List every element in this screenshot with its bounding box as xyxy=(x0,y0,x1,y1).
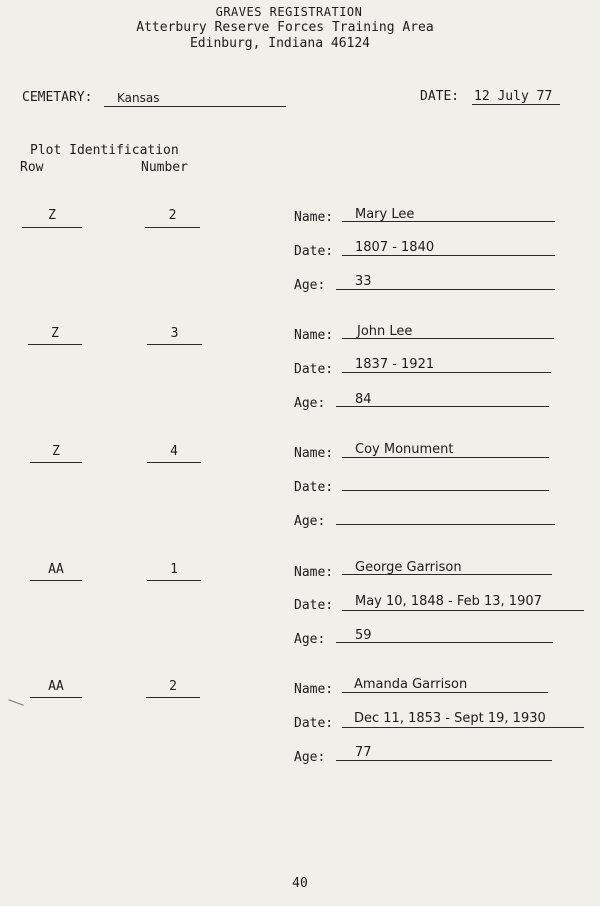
plot-row-underline xyxy=(28,344,82,345)
date-label: DATE: xyxy=(420,89,460,104)
date-field-value: 1837 - 1921 xyxy=(355,357,435,372)
cemetery-underline xyxy=(104,106,286,107)
number-column-heading: Number xyxy=(141,160,188,175)
age-underline xyxy=(336,760,552,761)
age-label: Age: xyxy=(294,632,326,647)
name-underline xyxy=(342,338,554,339)
name-underline xyxy=(342,574,552,575)
name-underline xyxy=(342,221,555,222)
page-number: 40 xyxy=(292,876,308,891)
form-title: GRAVES REGISTRATION xyxy=(215,5,363,19)
plot-number-value: 4 xyxy=(170,444,178,459)
name-label: Name: xyxy=(294,328,334,343)
plot-number-underline xyxy=(145,227,200,228)
date-field-underline xyxy=(342,610,584,611)
name-value: Amanda Garrison xyxy=(354,677,468,692)
name-value: John Lee xyxy=(357,324,413,339)
date-field-underline xyxy=(342,490,549,491)
organization-name: Atterbury Reserve Forces Training Area xyxy=(136,20,434,35)
plot-row-underline xyxy=(30,462,82,463)
date-field-value: 1807 - 1840 xyxy=(355,240,435,255)
age-value: 59 xyxy=(355,628,372,643)
name-value: Coy Monument xyxy=(355,442,454,457)
age-value: 84 xyxy=(355,392,372,407)
plot-number-underline xyxy=(147,344,202,345)
date-underline xyxy=(472,104,560,105)
date-value: 12 July 77 xyxy=(474,89,553,104)
row-column-heading: Row xyxy=(20,160,44,175)
date-field-label: Date: xyxy=(294,598,334,613)
age-value: 77 xyxy=(355,745,372,760)
plot-number-value: 2 xyxy=(168,208,177,223)
age-underline xyxy=(336,289,555,290)
plot-row-value: Z xyxy=(52,444,60,459)
plot-number-underline xyxy=(146,697,200,698)
age-underline xyxy=(336,406,549,407)
age-label: Age: xyxy=(294,750,326,765)
organization-address: Edinburg, Indiana 46124 xyxy=(189,36,370,51)
plot-row-value: AA xyxy=(48,562,64,577)
margin-pencil-mark xyxy=(8,699,23,705)
plot-identification-heading: Plot Identification xyxy=(30,143,179,158)
plot-number-underline xyxy=(147,462,201,463)
plot-number-underline xyxy=(147,580,201,581)
cemetery-label: CEMETARY: xyxy=(22,90,93,105)
name-value: George Garrison xyxy=(355,560,462,575)
plot-number-value: 3 xyxy=(170,326,179,341)
plot-row-underline xyxy=(30,697,82,698)
date-field-underline xyxy=(342,255,555,256)
age-label: Age: xyxy=(294,514,326,529)
age-label: Age: xyxy=(294,396,326,411)
plot-row-underline xyxy=(30,580,82,581)
name-label: Name: xyxy=(294,446,334,461)
date-field-value: Dec 11, 1853 - Sept 19, 1930 xyxy=(354,711,546,726)
plot-number-value: 1 xyxy=(170,562,178,577)
age-underline xyxy=(336,642,553,643)
age-value: 33 xyxy=(355,274,372,289)
age-label: Age: xyxy=(294,278,326,293)
form-header xyxy=(0,4,600,52)
cemetery-value: Kansas xyxy=(117,91,160,105)
name-label: Name: xyxy=(294,682,334,697)
name-underline xyxy=(342,692,548,693)
date-field-underline xyxy=(342,727,584,728)
name-label: Name: xyxy=(294,565,334,580)
date-field-label: Date: xyxy=(294,716,334,731)
date-field-underline xyxy=(342,372,551,373)
plot-row-value: Z xyxy=(48,208,56,223)
date-field-label: Date: xyxy=(294,362,334,377)
date-field-value: May 10, 1848 - Feb 13, 1907 xyxy=(355,594,542,609)
plot-row-value: AA xyxy=(48,679,64,694)
name-value: Mary Lee xyxy=(355,207,415,222)
plot-row-value: Z xyxy=(51,326,59,341)
name-underline xyxy=(342,457,549,458)
date-field-label: Date: xyxy=(294,244,334,259)
plot-number-value: 2 xyxy=(169,679,177,694)
age-underline xyxy=(336,524,555,525)
date-field-label: Date: xyxy=(294,480,334,495)
plot-row-underline xyxy=(22,227,82,228)
name-label: Name: xyxy=(294,210,334,225)
